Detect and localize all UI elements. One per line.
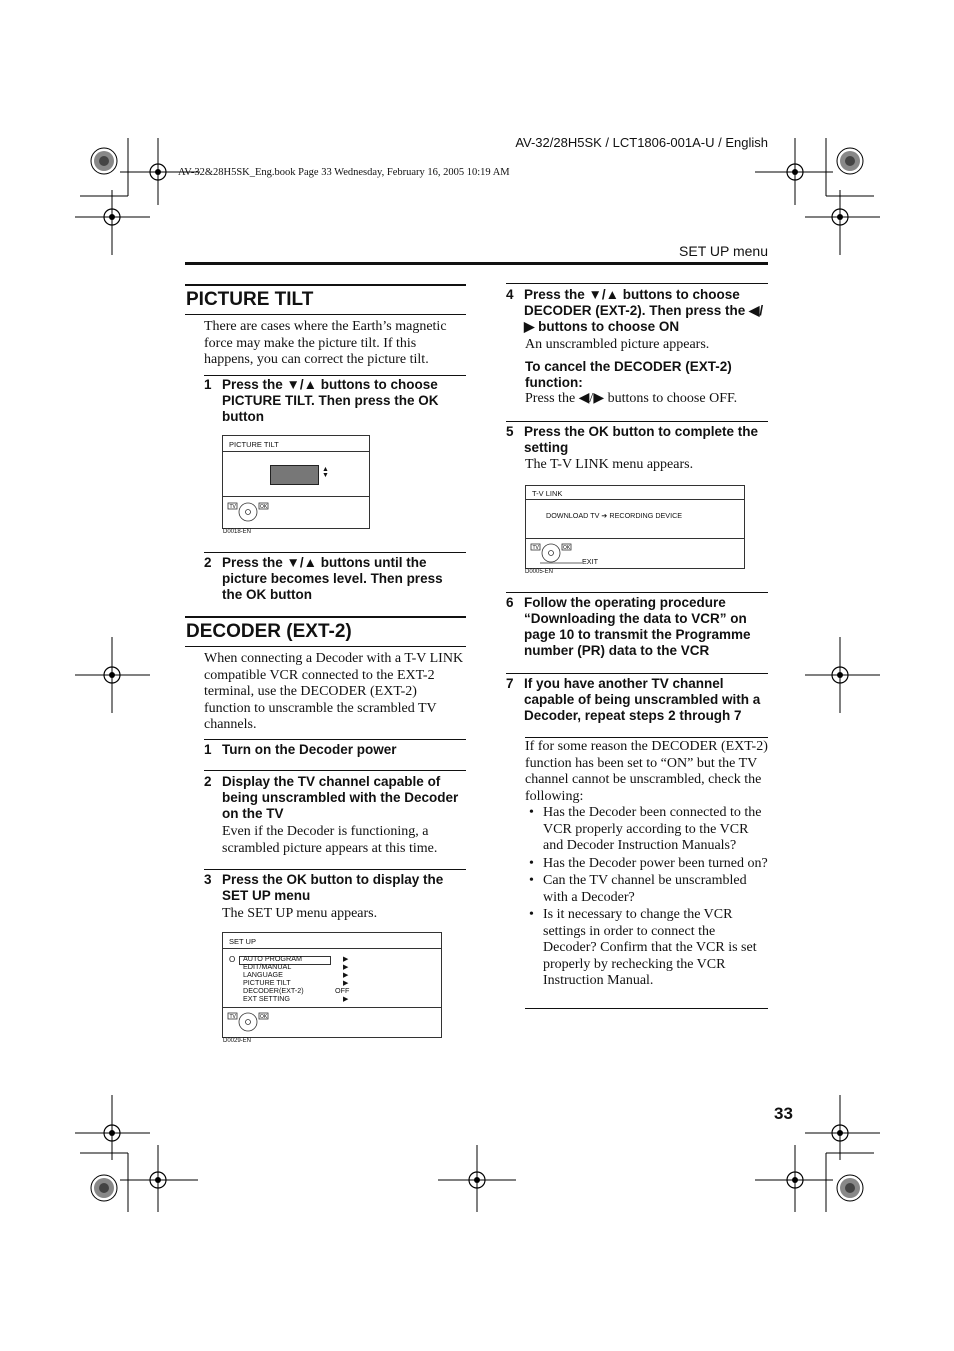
decoder-step-7 [506,676,768,726]
section-rule [185,314,466,315]
step-text: Press the ▼/▲ buttons to choose PICTURE TILT. Then press the OK button [222,377,439,424]
remote-dpad-icon [530,541,610,565]
setup-screen [222,932,442,1038]
check-item: • Is it necessary to change the VCR settings in order to connect the Decoder? Confirm that the VCR is set properly by rechecking the VCR Instruction Manual. [525,907,768,990]
tv-label: TV [229,1014,236,1020]
decoder-step-2-body: Even if the Decoder is functioning, a scrambled picture appears at this time. [222,824,438,856]
step-number: 4 [506,287,514,302]
tv-label: TV [229,504,236,510]
step-text: Press the ▼/▲ buttons until the picture becomes level. Then press the OK button [222,555,443,602]
color-target-icon [91,1175,117,1201]
screen-code: D0029-EN [223,1038,252,1044]
step-text: Display the TV channel capable of being unscrambled with the Decoder on the TV [222,774,459,821]
step-rule [204,770,466,771]
step-text: If you have another TV channel capable of being unscrambled with a Decoder, repeat steps 2 through 7 [524,676,761,723]
section-rule [185,616,466,618]
step-number: 1 [204,377,212,392]
decoder-step-6 [506,595,768,661]
screen-title: PICTURE TILT [229,440,279,449]
step-rule [204,739,466,740]
decoder-step-3-body: The SET UP menu appears. [222,906,378,921]
right-arrow-icon: ▶ [343,954,349,963]
decoder-step-3 [204,872,466,906]
step-rule [506,673,768,674]
check-list [525,805,768,990]
decoder-intro: When connecting a Decoder with a T-V LINK compatible VCR connected to the EXT-2 terminal, use the DECODER (EXT-2) function to unscramble the scrambled TV channels. [204,651,464,732]
note-rule [525,1008,768,1009]
screen-title: SET UP [229,937,256,946]
step-number: 2 [204,774,212,789]
ok-label: OK [563,545,571,551]
decoder-step-4-body: An unscrambled picture appears. [525,337,710,352]
tilt-value-box [270,465,319,485]
ok-label: OK [260,1014,268,1020]
step-text: Press the OK button to display the SET UP menu [222,872,444,903]
check-item: • Has the Decoder been connected to the VCR properly according to the VCR and Decoder Instruction Manuals? [525,805,768,855]
decoder-step-5-body: The T-V LINK menu appears. [525,457,694,472]
picture-tilt-intro: There are cases where the Earth’s magnetic force may make the picture tilt. If this happens, you can correct the picture tilt. [204,319,447,367]
tv-label: TV [532,545,539,551]
picture-tilt-step-1 [204,377,466,427]
note-rule [525,737,768,738]
header-rule [185,262,768,265]
decoder-step-4 [506,287,768,337]
tvlink-screen [525,485,745,569]
section-header: SET UP menu [679,243,768,259]
cancel-heading: To cancel the DECODER (EXT-2) function: [525,359,732,390]
step-rule [204,869,466,870]
picture-tilt-screen [222,435,370,529]
section-rule [185,284,466,286]
section-rule [185,646,466,647]
page-number: 33 [774,1104,793,1123]
menu-cursor: O [229,955,236,964]
tvlink-download-line: DOWNLOAD TV ➔ RECORDING DEVICE [546,511,683,520]
menu-item-picture-tilt[interactable]: PICTURE TILT [243,978,291,987]
menu-item-language[interactable]: LANGUAGE [243,970,283,979]
decoder-step-2 [204,774,466,824]
color-target-icon [837,1175,863,1201]
note-intro: If for some reason the DECODER (EXT-2) function has been set to “ON” but the TV channel cannot be unscrambled, check the following: [525,739,768,804]
up-down-arrow-icon: ▲ ▼ [322,466,329,479]
step-text: Press the OK button to complete the setting [524,424,759,455]
step-rule [204,375,466,376]
right-arrow-icon: ▶ [343,994,349,1003]
picture-tilt-title: PICTURE TILT [186,289,314,310]
decoder-value: OFF [335,986,350,995]
color-target-icon [91,148,117,174]
check-item: • Can the TV channel be unscrambled with a Decoder? [525,873,768,906]
step-rule [506,592,768,593]
note-block [525,739,768,990]
step-rule [506,283,768,284]
check-item: • Has the Decoder power been turned on? [525,856,768,873]
screen-title: T-V LINK [532,489,563,498]
step-number: 6 [506,595,514,610]
step-rule [204,552,466,553]
step-number: 1 [204,742,212,757]
step-number: 2 [204,555,212,570]
model-line: AV-32/28H5SK / LCT1806-001A-U / English [515,135,768,150]
step-number: 3 [204,872,212,887]
remote-dpad-icon [227,500,277,524]
right-arrow-icon: ▶ [343,978,349,987]
menu-item-ext-setting[interactable]: EXT SETTING [243,994,290,1003]
step-number: 7 [506,676,514,691]
screen-code: D0005-EN [525,569,554,575]
step-text: Turn on the Decoder power [222,742,397,757]
menu-item-decoder[interactable]: DECODER(EXT-2) [243,986,304,995]
right-arrow-icon: ▶ [343,962,349,971]
right-arrow-icon: ▶ [343,970,349,979]
cancel-body: Press the ◀/▶ buttons to choose OFF. [525,391,738,406]
menu-item-edit-manual[interactable]: EDIT/MANUAL [243,962,292,971]
book-info-line: AV-32&28H5SK_Eng.book Page 33 Wednesday, February 16, 2005 10:19 AM [178,167,510,178]
screen-code: D0018-EN [223,529,252,535]
decoder-step-5 [506,424,768,458]
decoder-step-1 [204,742,466,760]
color-target-icon [837,148,863,174]
menu-item-auto-program[interactable]: AUTO PROGRAM [243,954,302,963]
step-text: Press the ▼/▲ buttons to choose DECODER (EXT-2). Then press the ◀/▶ buttons to choose ON [524,287,764,334]
setup-menu-list [243,955,304,1003]
ok-label: OK [260,504,268,510]
step-rule [506,421,768,422]
menu-arrows [335,954,350,1003]
decoder-title: DECODER (EXT-2) [186,621,352,642]
picture-tilt-step-2 [204,555,466,605]
step-number: 5 [506,424,514,439]
exit-label: EXIT [582,557,598,566]
remote-dpad-icon [227,1010,277,1034]
step-text: Follow the operating procedure “Downloading the data to VCR” on page 10 to transmit the Programme number (PR) data to the VCR [524,595,751,658]
